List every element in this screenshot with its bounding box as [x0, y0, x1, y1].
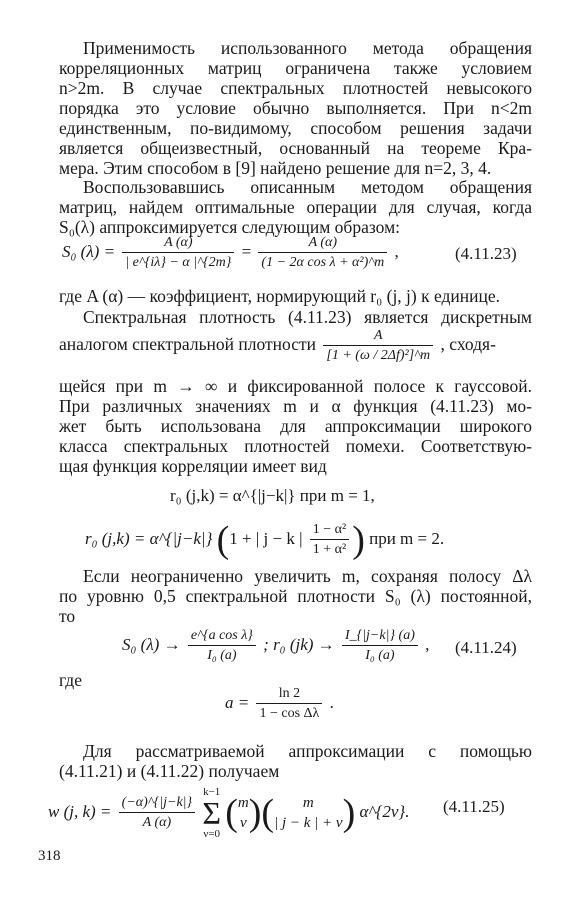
eq-lhs: S₀ (λ) → [122, 634, 181, 654]
denominator: (1 − 2α cos λ + α²)^m [261, 255, 385, 270]
text-line: щейся при m → ∞ и фиксированной полосе к гауссовой. [59, 376, 532, 396]
text-line: по уровню 0,5 спектральной плотности S₀ (λ) постоянной, [59, 586, 532, 606]
text-line: где [59, 670, 82, 690]
fraction [342, 628, 418, 664]
binomial-top: m [302, 795, 314, 811]
paragraph-2 [59, 177, 532, 237]
eq-mid: ; r₀ (jk) → [263, 634, 335, 654]
fraction [256, 686, 322, 722]
text-line: мера. Этим способом в [9] найдено решение для n=2, 3, 4. [59, 158, 492, 178]
numerator: 1 − α² [310, 522, 349, 540]
fraction [122, 235, 234, 271]
denominator: 1 + α² [312, 542, 347, 557]
eq-tail: , [425, 634, 430, 654]
binomial [238, 793, 249, 833]
text-line: класса спектральных плотностей помехи. Соответствую- [59, 436, 532, 456]
paragraph-1 [59, 38, 532, 178]
fraction [119, 795, 195, 831]
text-line: щая функция корреляции имеет вид [59, 456, 327, 476]
text-line: Применимость использованного метода обращения [83, 38, 532, 58]
eq-tail: . [329, 692, 334, 712]
text-line: то [59, 606, 76, 626]
eq-condition: при m = 2. [369, 528, 445, 548]
text-line: матриц, найдем оптимальные операции для случая, когда [59, 197, 532, 217]
text-line: Воспользовавшись описанным методом обращения [83, 177, 532, 197]
numerator: A (α) [258, 235, 387, 253]
text-line-with-fraction [59, 328, 532, 364]
text-line: Спектральная плотность (4.11.23) является дискретным [83, 307, 532, 327]
text-line: единственным, по-видимому, способом решения задачи [59, 118, 532, 138]
equation-r0-m1: r₀ (j,k) = α^{|j−k|} при m = 1, [170, 486, 375, 505]
numerator: (−α)^{|j−k|} [119, 795, 195, 813]
summation [202, 786, 221, 840]
denominator: [1 + (ω / 2Δf)²]^m [326, 348, 431, 363]
sigma-symbol: Σ [202, 795, 222, 831]
numerator: ln 2 [256, 686, 322, 704]
text-line: жет быть использована для аппроксимации широкого [59, 416, 532, 436]
numerator: A (α) [122, 235, 234, 253]
denominator: A (α) [142, 815, 172, 830]
eq-lhs: w (j, k) = [48, 801, 112, 821]
text-line: Если неограниченно увеличить m, сохраняя полосу Δλ [83, 566, 532, 586]
text-line: n>2m. В случае спектральных плотностей невысокого [59, 78, 532, 98]
text-fragment: аналогом спектральной плотности [59, 334, 317, 355]
text-line: корреляционных матриц ограничена также условием [59, 58, 532, 78]
text-line: является общеизвестный, основанный на теореме Кра- [59, 138, 532, 158]
text-fragment: , сходя- [440, 334, 496, 355]
sum-lower-limit: ν=0 [203, 828, 221, 840]
text-line: При различных значениях m и α функция (4.11.23) мо- [59, 396, 532, 416]
denominator: 1 − cos Δλ [259, 706, 320, 721]
eq-term: 1 + | j − k | [229, 528, 303, 548]
fraction [188, 628, 256, 664]
paragraph-5 [59, 566, 532, 626]
equation-a [225, 686, 334, 722]
paragraph-3 [59, 286, 532, 306]
eq-tail: α^{2ν}. [359, 801, 410, 821]
eq-tail: , [394, 241, 399, 261]
fraction [310, 522, 349, 558]
binomial-bottom: | j − k | + ν [274, 815, 343, 831]
paragraph-4-cont [59, 376, 532, 476]
text-line: (4.11.21) и (4.11.22) получаем [59, 761, 280, 781]
text-line: S₀(λ) аппроксимируется следующим образом: [59, 217, 401, 237]
eq-lhs: S₀ (λ) = [62, 241, 116, 261]
binomial-top: m [237, 795, 249, 811]
numerator: I_{|j−k|} (a) [342, 628, 418, 646]
binomial [274, 793, 342, 833]
binomial-bottom: ν [240, 815, 247, 831]
text-line: порядка это условие обычно выполняется. При n<2m [59, 98, 532, 118]
equation-number: (4.11.24) [455, 638, 517, 657]
denominator: I₀ (a) [207, 648, 237, 663]
denominator: | e^{iλ} − α |^{2m} [125, 255, 232, 270]
sum-upper-limit: k−1 [203, 786, 221, 798]
denominator: I₀ (a) [365, 648, 395, 663]
paragraph-4 [59, 307, 532, 327]
numerator: e^{a cos λ} [188, 628, 256, 646]
text-line: где A (α) — коэффициент, нормирующий r₀ (j, j) к единице. [59, 286, 501, 306]
equation-number: (4.11.23) [455, 244, 517, 263]
text-line: Для рассматриваемой аппроксимации с помощью [83, 741, 532, 761]
page-number: 318 [38, 848, 61, 864]
paragraph-6 [59, 741, 532, 781]
numerator: A [323, 328, 433, 346]
equation-4-11-25: w (j, k) = $\frac{(-\alpha)\^{}\{|j-k|\}}{A (\alpha)}$ k−1 Σ ν=0 ( m ν )( m | j − k | + ν ) α^{2ν}. [48, 786, 410, 840]
eq-lhs: r₀ (j,k) = α^{|j−k|} [85, 528, 213, 548]
fraction [258, 235, 387, 271]
equation-4-11-23: S₀ (λ) = $\frac{A (\alpha)}{| e\^{}\{i\lambda\} - \alpha |\^{}\{2m\}}$ = $\frac{A (\alpha)}{\text{(1 − 2α cos λ + α²)\textasciicircum{}m}}$ , [62, 235, 399, 270]
eq-lhs: a = [225, 692, 250, 712]
equation-number: (4.11.25) [443, 797, 505, 816]
fraction [323, 328, 433, 364]
equation-r0-m2: r₀ (j,k) = α^{|j−k|} (1 + | j − k | $\frac{\text{1 − α²}}{\text{1 + α²}}$ ) при m = 2. [85, 519, 445, 561]
equation-4-11-24 [122, 628, 429, 664]
